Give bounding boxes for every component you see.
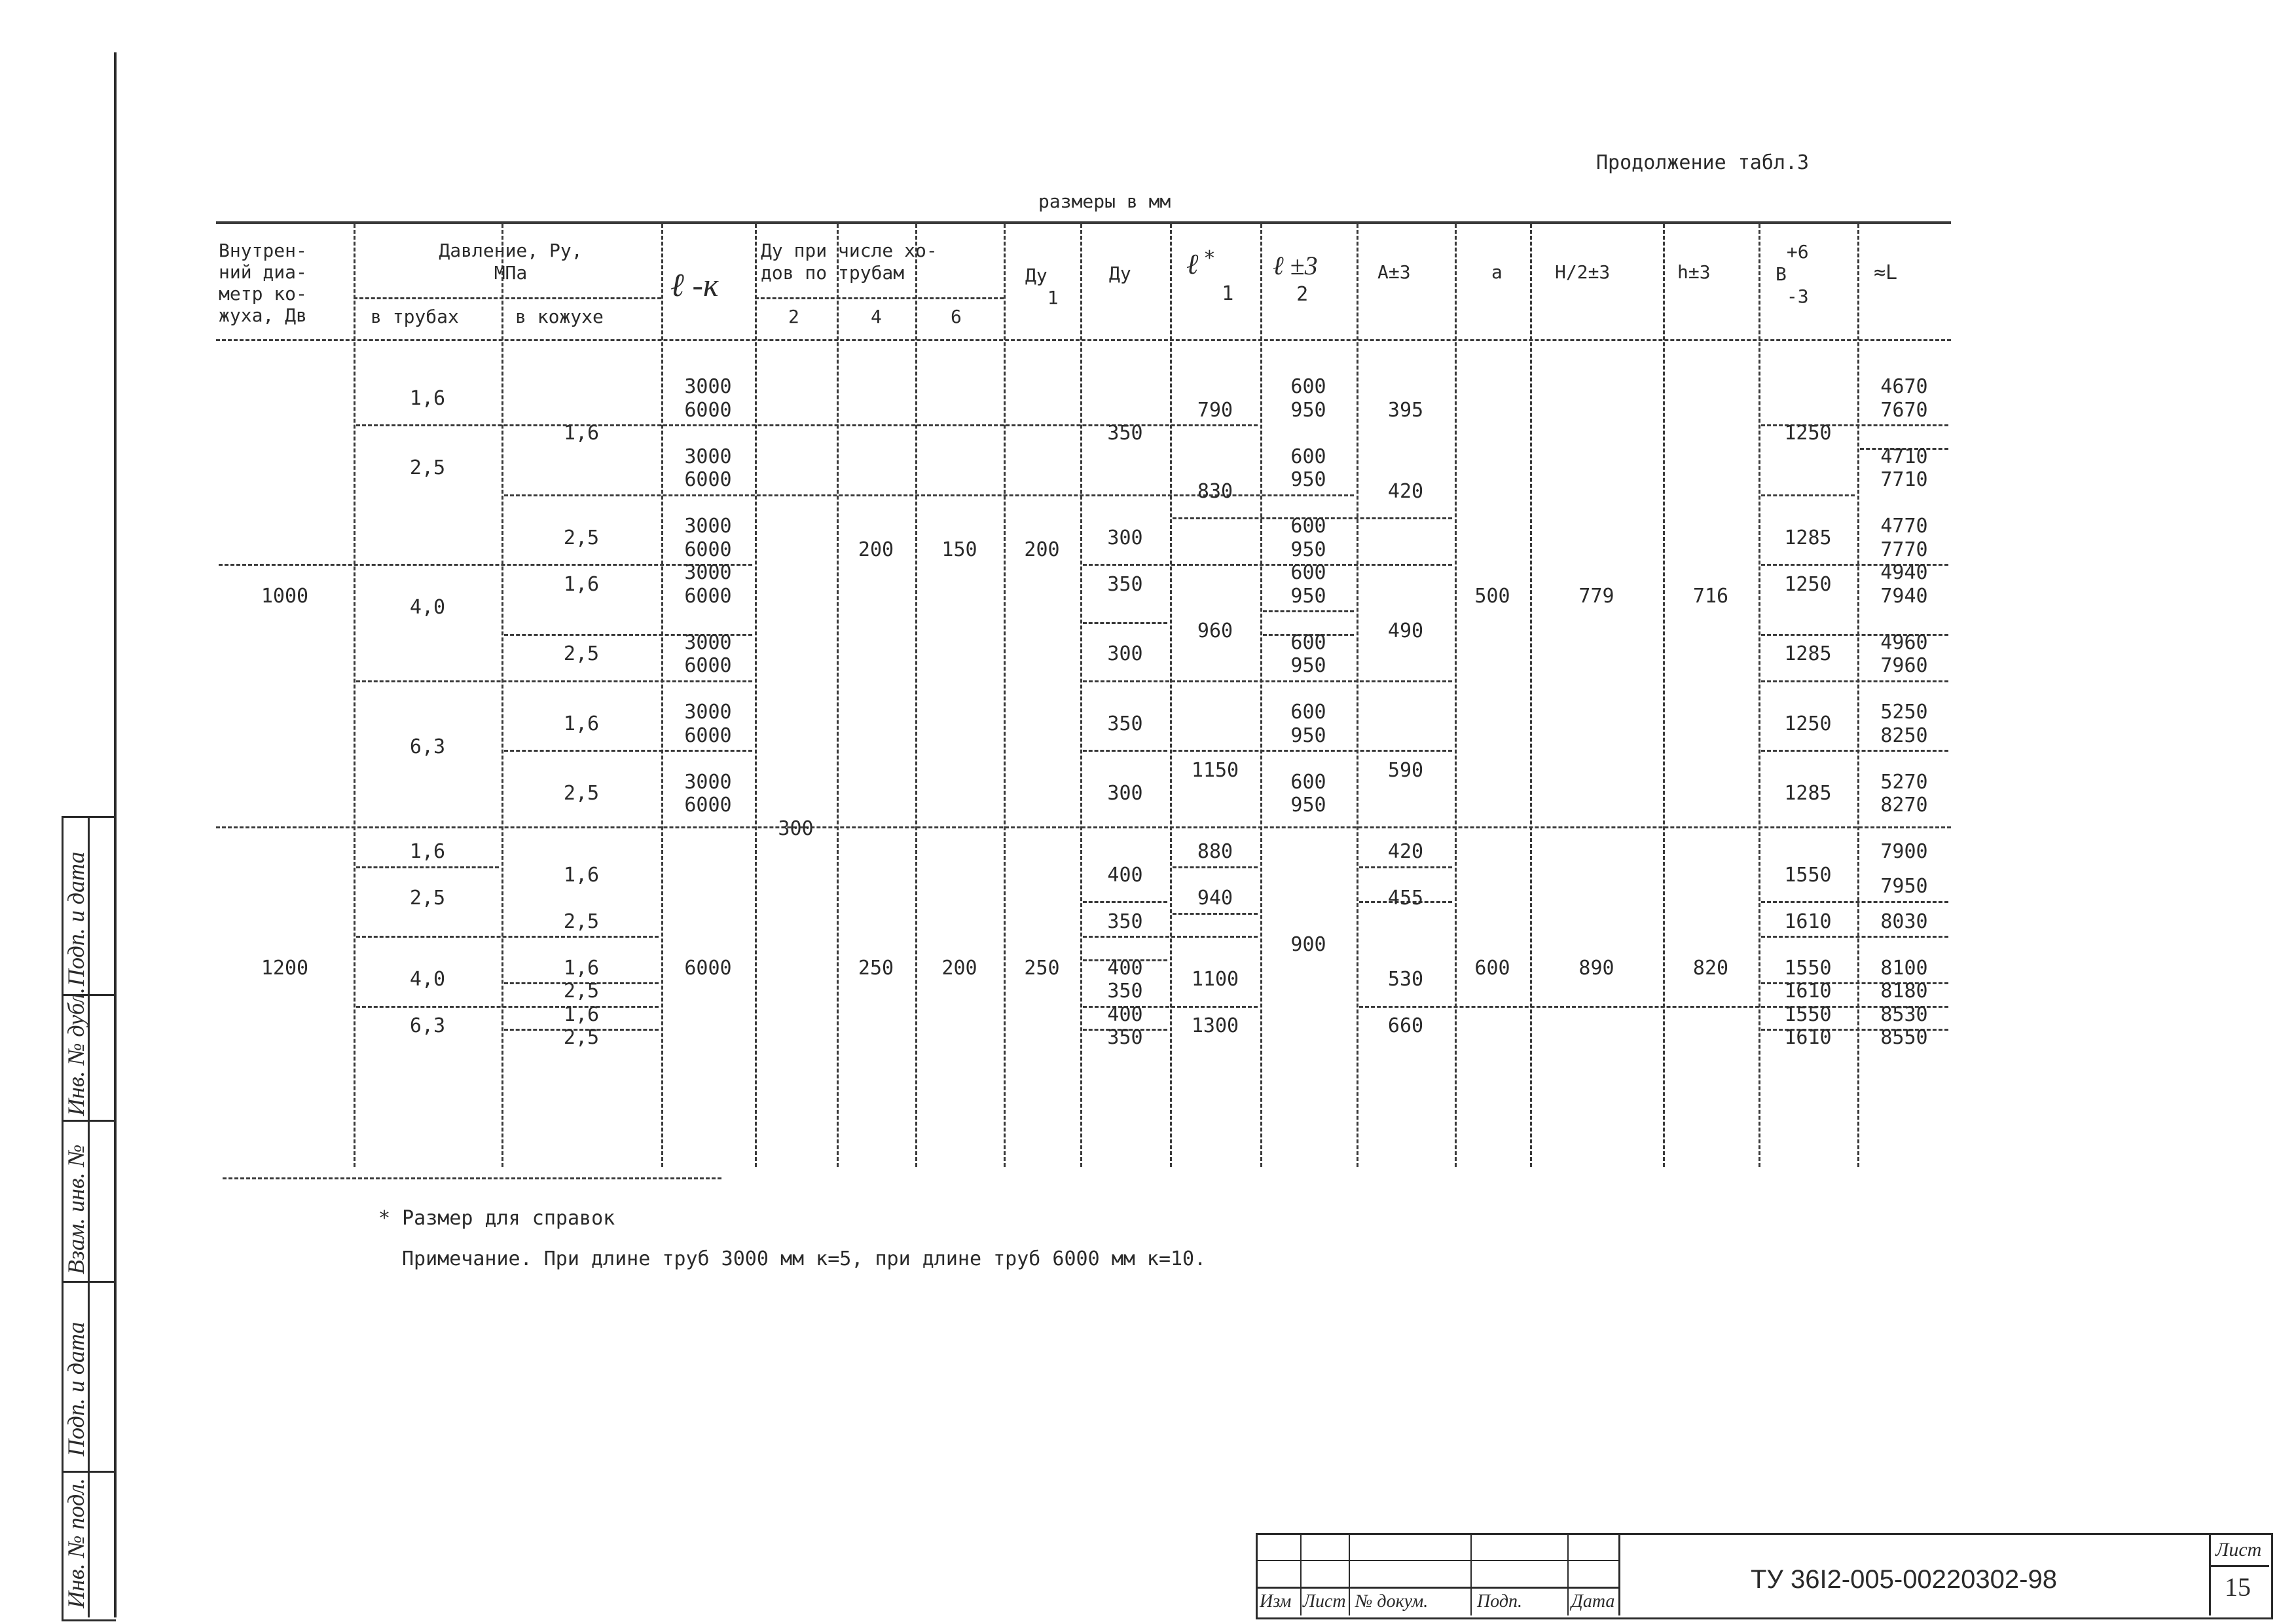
table-cell-p2: 300 — [778, 817, 814, 840]
header-l2: ℓ ±3 2 — [1273, 251, 1318, 306]
table-cell-l2: 600 — [1290, 701, 1326, 724]
table-cell-du: 350 — [1107, 910, 1143, 933]
side-stamp-replace-inv: Взам. инв. № — [63, 1144, 89, 1274]
header-pressure-rule — [354, 297, 661, 299]
cell-rule — [1761, 680, 1948, 682]
table-cell-pt: 1,6 — [409, 840, 446, 863]
table-cell-pt: 4,0 — [409, 596, 446, 619]
header-l-k: ℓ -к — [670, 267, 719, 303]
table-cell-B: 1285 — [1784, 782, 1832, 805]
table-cell-pk: 2,5 — [563, 642, 600, 665]
table-cell-l2: 950 — [1290, 794, 1326, 817]
cell-rule — [1359, 866, 1452, 868]
side-stamp-sign-date-1: Подп. и дата — [63, 1321, 89, 1456]
table-cell-l1: 1150 — [1191, 759, 1239, 782]
column-rule — [1530, 224, 1532, 1167]
table-cell-pt: 4,0 — [409, 968, 446, 991]
table-cell-pt: 6,3 — [409, 1014, 446, 1037]
table-cell-lk: 6000 — [684, 468, 732, 491]
title-block-sheet-rule — [2209, 1565, 2269, 1567]
header-inner-diameter: Внутрен- ний диа- метр ко- жуха, Дв — [219, 240, 307, 326]
column-rule — [354, 224, 355, 1167]
table-cell-lk: 6000 — [684, 585, 732, 608]
cell-rule — [1083, 750, 1167, 752]
table-cell-lk: 6000 — [684, 654, 732, 677]
header-in-tubes: в трубах — [371, 306, 459, 327]
table-cell-pk: 2,5 — [563, 980, 600, 1003]
title-col-izm: Изм — [1260, 1591, 1292, 1612]
note: Примечание. При длине труб 3000 мм к=5, при длине труб 6000 мм к=10. — [402, 1247, 1207, 1270]
header-passes-2: 2 — [788, 306, 799, 327]
table-cell-lk: 3000 — [684, 515, 732, 538]
title-block-grid-rule — [1256, 1560, 1618, 1561]
table-cell-du: 350 — [1107, 712, 1143, 735]
table-cell-du1: 250 — [1024, 957, 1060, 980]
cell-rule — [1083, 901, 1167, 903]
table-cell-A: 660 — [1387, 1014, 1424, 1037]
table-cell-lk: 6000 — [684, 399, 732, 422]
table-cell-A: 490 — [1387, 619, 1424, 642]
table-cell-pk: 2,5 — [563, 526, 600, 549]
title-block-grid-rule — [1256, 1587, 1618, 1589]
table-cell-du: 350 — [1107, 980, 1143, 1003]
table-cell-l2: 600 — [1290, 375, 1326, 398]
table-cell-A: 420 — [1387, 840, 1424, 863]
title-block-col-rule — [1349, 1533, 1350, 1615]
table-cell-L: 5270 — [1880, 771, 1928, 794]
table-cell-lk: 6000 — [684, 794, 732, 817]
cell-rule — [1761, 901, 1948, 903]
table-cell-L: 8530 — [1880, 1003, 1928, 1026]
table-cell-pk: 1,6 — [563, 864, 600, 887]
table-cell-A: 530 — [1387, 968, 1424, 991]
side-stamp-row-rule — [62, 1120, 114, 1122]
column-rule — [661, 224, 663, 1167]
header-passes-rule — [755, 297, 1004, 299]
table-top-rule — [216, 221, 1951, 224]
footnote: * Размер для справок — [378, 1207, 615, 1230]
table-cell-L: 8550 — [1880, 1026, 1928, 1049]
table-cell-du: 400 — [1107, 957, 1143, 980]
table-cell-l1: 1100 — [1191, 968, 1239, 991]
table-cell-pk: 2,5 — [563, 782, 600, 805]
header-a-small: a — [1491, 261, 1503, 283]
table-cell-h: 716 — [1692, 585, 1729, 608]
table-cell-l2: 950 — [1290, 724, 1326, 747]
table-cell-B: 1250 — [1784, 712, 1832, 735]
table-cell-l2: 600 — [1290, 561, 1326, 584]
cell-rule — [1359, 1006, 1948, 1008]
table-cell-B: 1550 — [1784, 957, 1832, 980]
table-cell-l2: 900 — [1290, 933, 1326, 956]
table-cell-B: 1610 — [1784, 910, 1832, 933]
table-cell-pk: 2,5 — [563, 1026, 600, 1049]
table-bottom-rule — [223, 1177, 721, 1179]
group-break-rule — [216, 826, 1951, 828]
column-rule — [1260, 224, 1262, 1167]
table-cell-pt: 1,6 — [409, 387, 446, 410]
cell-rule — [1173, 866, 1258, 868]
cell-rule — [504, 750, 752, 752]
table-cell-L: 8270 — [1880, 794, 1928, 817]
table-cell-l2: 950 — [1290, 399, 1326, 422]
column-rule — [1080, 224, 1082, 1167]
side-stamp-inv-orig: Инв. № подл. — [63, 1478, 89, 1608]
table-cell-B: 1610 — [1784, 1026, 1832, 1049]
table-cell-p4: 250 — [858, 957, 894, 980]
table-cell-L: 7940 — [1880, 585, 1928, 608]
cell-rule — [1173, 750, 1452, 752]
column-rule — [1758, 224, 1760, 1167]
doc-code: ТУ 36I2-005-00220302-98 — [1751, 1565, 2057, 1594]
title-block-col-rule — [1470, 1533, 1472, 1615]
table-cell-L: 4770 — [1880, 515, 1928, 538]
title-col-doc: № докум. — [1355, 1591, 1429, 1612]
cell-rule — [1083, 936, 1258, 938]
cell-rule — [1173, 913, 1258, 915]
table-cell-l1: 830 — [1197, 480, 1233, 503]
column-rule — [1170, 224, 1172, 1167]
table-cell-L: 4940 — [1880, 561, 1928, 584]
title-block-col-rule — [1567, 1533, 1569, 1615]
table-cell-l1: 1300 — [1191, 1014, 1239, 1037]
header-passes-6: 6 — [951, 306, 962, 327]
table-cell-B: 1550 — [1784, 1003, 1832, 1026]
table-cell-h2: 890 — [1578, 957, 1614, 980]
table-cell-L: 7670 — [1880, 399, 1928, 422]
table-cell-l1: 940 — [1197, 887, 1233, 910]
table-cell-l1: 880 — [1197, 840, 1233, 863]
header-h2: H/2±3 — [1555, 261, 1611, 283]
table-cell-L: 7960 — [1880, 654, 1928, 677]
title-block-divider — [1618, 1533, 1620, 1615]
table-cell-du: 350 — [1107, 1026, 1143, 1049]
table-cell-l1: 960 — [1197, 619, 1233, 642]
table-cell-L: 7900 — [1880, 840, 1928, 863]
continuation-label: Продолжение табл.3 — [1596, 151, 1810, 174]
table-cell-L: 7710 — [1880, 468, 1928, 491]
table-cell-p6: 200 — [941, 957, 977, 980]
cell-rule — [1761, 494, 1855, 496]
cell-rule — [1761, 936, 1948, 938]
table-cell-du: 300 — [1107, 782, 1143, 805]
sheet-number: 15 — [2225, 1572, 2251, 1602]
table-cell-l2: 600 — [1290, 771, 1326, 794]
cell-rule — [1761, 750, 1948, 752]
header-pressure: Давление, Ру, МПа — [439, 240, 583, 284]
table-cell-A: 395 — [1387, 399, 1424, 422]
title-col-list: Лист — [1303, 1591, 1346, 1612]
table-cell-du: 300 — [1107, 642, 1143, 665]
table-cell-l2: 600 — [1290, 445, 1326, 468]
table-cell-h: 820 — [1692, 957, 1729, 980]
header-h: h±3 — [1677, 261, 1711, 283]
table-cell-lk: 3000 — [684, 561, 732, 584]
column-rule — [1857, 224, 1859, 1167]
table-cell-L: 4710 — [1880, 445, 1928, 468]
table-cell-L: 8100 — [1880, 957, 1928, 980]
table-cell-pk: 1,6 — [563, 712, 600, 735]
cell-rule — [356, 936, 659, 938]
table-cell-lk: 3000 — [684, 445, 732, 468]
table-cell-pt: 2,5 — [409, 456, 446, 479]
table-cell-L: 8250 — [1880, 724, 1928, 747]
header-in-shell: в кожухе — [515, 306, 604, 327]
table-cell-l1: 790 — [1197, 399, 1233, 422]
table-cell-l2: 950 — [1290, 654, 1326, 677]
table-cell-lk: 6000 — [684, 957, 732, 980]
header-l-approx: ≈L — [1874, 261, 1898, 284]
table-cell-lk: 3000 — [684, 771, 732, 794]
table-cell-B: 1610 — [1784, 980, 1832, 1003]
table-cell-p4: 200 — [858, 538, 894, 561]
table-cell-pk: 2,5 — [563, 910, 600, 933]
table-cell-A: 455 — [1387, 887, 1424, 910]
title-block-sheet-box — [2209, 1533, 2211, 1615]
table-cell-p6: 150 — [941, 538, 977, 561]
table-cell-h2: 779 — [1578, 585, 1614, 608]
cell-rule — [1083, 680, 1452, 682]
table-cell-a: 500 — [1474, 585, 1510, 608]
table-cell-du1: 200 — [1024, 538, 1060, 561]
table-cell-L: 8030 — [1880, 910, 1928, 933]
units-caption: размеры в мм — [1038, 191, 1171, 212]
table-cell-pt: 6,3 — [409, 735, 446, 758]
table-cell-l2: 950 — [1290, 538, 1326, 561]
column-rule — [837, 224, 839, 1167]
column-rule — [915, 224, 917, 1167]
cell-rule — [1083, 622, 1167, 624]
title-col-date: Дата — [1571, 1591, 1615, 1612]
table-cell-du: 400 — [1107, 864, 1143, 887]
table-cell-du: 400 — [1107, 1003, 1143, 1026]
column-rule — [1455, 224, 1457, 1167]
table-cell-L: 4960 — [1880, 631, 1928, 654]
table-cell-pk: 1,6 — [563, 1003, 600, 1026]
cell-rule — [356, 680, 752, 682]
cell-rule — [356, 1006, 659, 1008]
side-stamp-sign-date-2: Подп. и дата — [63, 851, 89, 986]
table-cell-lk: 6000 — [684, 724, 732, 747]
header-a-big: A±3 — [1377, 261, 1411, 283]
table-cell-B: 1250 — [1784, 573, 1832, 596]
header-du: Ду — [1109, 263, 1131, 284]
column-rule — [1357, 224, 1358, 1167]
table-cell-lk: 6000 — [684, 538, 732, 561]
table-cell-lk: 3000 — [684, 375, 732, 398]
cell-rule — [1083, 564, 1452, 566]
table-cell-L: 7950 — [1880, 875, 1928, 898]
header-passes-4: 4 — [871, 306, 882, 327]
title-col-sign: Подп. — [1477, 1591, 1523, 1612]
column-rule — [501, 224, 503, 1167]
header-du1: Ду 1 — [1025, 265, 1059, 308]
table-cell-L: 4670 — [1880, 375, 1928, 398]
table-cell-B: 1250 — [1784, 422, 1832, 445]
table-cell-lk: 3000 — [684, 701, 732, 724]
table-cell-l2: 950 — [1290, 468, 1326, 491]
cell-rule — [356, 866, 499, 868]
table-cell-du: 350 — [1107, 573, 1143, 596]
table-cell-B: 1550 — [1784, 864, 1832, 887]
table-cell-pt: 2,5 — [409, 887, 446, 910]
side-stamp-row-rule — [62, 1471, 114, 1473]
table-cell-du: 300 — [1107, 526, 1143, 549]
table-cell-L: 8180 — [1880, 980, 1928, 1003]
column-rule — [1663, 224, 1665, 1167]
column-rule — [1004, 224, 1006, 1167]
column-rule — [755, 224, 757, 1167]
header-b: +6 B -3 — [1776, 241, 1809, 307]
table-cell-B: 1285 — [1784, 642, 1832, 665]
table-cell-pk: 1,6 — [563, 573, 600, 596]
side-stamp-inv-dup: Инв. № дубл. — [63, 987, 89, 1116]
cell-rule — [219, 564, 752, 566]
table-cell-a: 600 — [1474, 957, 1510, 980]
table-cell-l2: 600 — [1290, 515, 1326, 538]
table-cell-dv: 1000 — [261, 585, 309, 608]
title-block-col-rule — [1300, 1533, 1302, 1615]
table-cell-pk: 1,6 — [563, 422, 600, 445]
header-bottom-rule — [216, 339, 1951, 341]
cell-rule — [1263, 610, 1354, 612]
table-cell-A: 590 — [1387, 759, 1424, 782]
table-cell-B: 1285 — [1784, 526, 1832, 549]
table-cell-lk: 3000 — [684, 631, 732, 654]
header-l1: ℓ * 1 — [1186, 247, 1234, 305]
table-cell-L: 7770 — [1880, 538, 1928, 561]
table-cell-l2: 600 — [1290, 631, 1326, 654]
table-cell-pk: 1,6 — [563, 957, 600, 980]
table-cell-dv: 1200 — [261, 957, 309, 980]
table-cell-A: 420 — [1387, 480, 1424, 503]
header-passes: Ду при числе хо- дов по трубам — [761, 240, 938, 284]
side-stamp-row-rule — [62, 1281, 114, 1283]
table-cell-L: 5250 — [1880, 701, 1928, 724]
table-cell-l2: 950 — [1290, 585, 1326, 608]
sheet-label: Лист — [2215, 1539, 2262, 1560]
table-cell-du: 350 — [1107, 422, 1143, 445]
